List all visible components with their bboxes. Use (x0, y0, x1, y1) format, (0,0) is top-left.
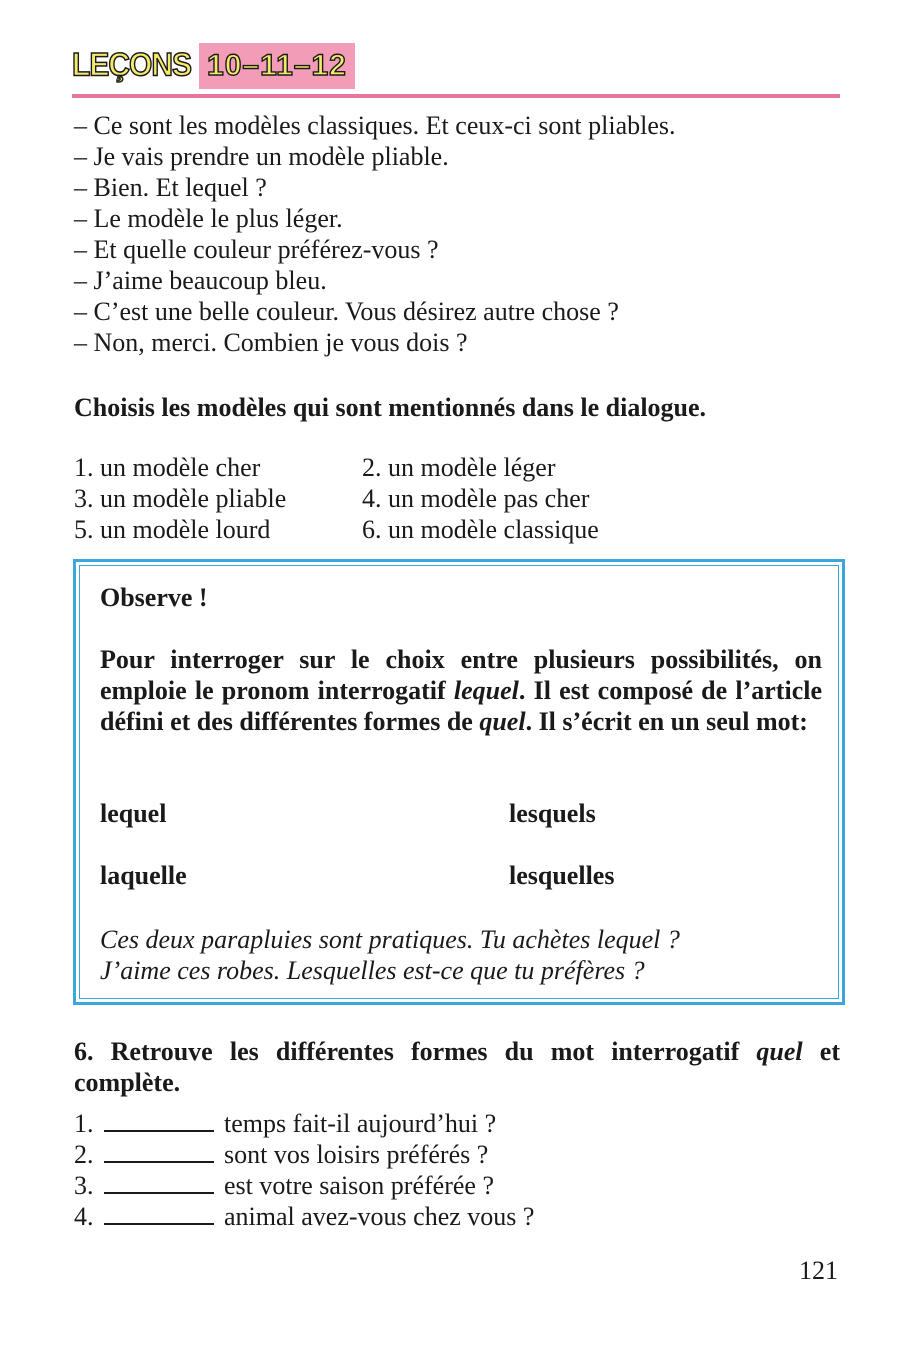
dialogue (74, 110, 676, 358)
page-number: 121 (799, 1256, 838, 1285)
item-text: sont vos loisirs préférés ? (224, 1140, 489, 1169)
lesson-header (72, 42, 355, 90)
choose-instruction: Choisis les modèles qui sont mentionnés dans le dialogue. (74, 393, 707, 422)
answer-blank[interactable] (104, 1108, 214, 1132)
item-number: 3. (74, 1171, 94, 1200)
grammar-rule: Pour interroger sur le choix entre plusieurs possibilités, on emploie le pronom interrogatif lequel. Il est composé de l’article défini et des différentes formes de quel. Il s’écrit en un seul mot: (100, 645, 822, 736)
exercise-6-emphasis: quel (756, 1037, 803, 1066)
option-item: 4. un modèle pas cher (362, 484, 590, 513)
examples (100, 924, 680, 986)
observe-box (73, 559, 845, 1005)
lesson-numbers: 10–11–12 (207, 49, 347, 82)
exercise-6-instruction: 6. Retrouve les différentes formes du mot interrogatif quel et complète. (74, 1037, 840, 1097)
option-item: 1. un modèle cher (74, 453, 261, 482)
fill-in-list (74, 1108, 534, 1232)
answer-blank[interactable] (104, 1201, 214, 1225)
dialogue-line: – C’est une belle couleur. Vous désirez autre chose ? (74, 297, 619, 326)
observe-title: Observe ! (100, 583, 208, 612)
answer-blank[interactable] (104, 1139, 214, 1163)
pronoun-laquelle: laquelle (100, 861, 187, 890)
dialogue-line: – Le modèle le plus léger. (74, 204, 343, 233)
dialogue-line: – Et quelle couleur préférez-vous ? (74, 235, 439, 264)
example-sentence: J’aime ces robes. Lesquelles est-ce que tu préfères ? (100, 956, 645, 985)
pronoun-lesquelles: lesquelles (509, 861, 615, 890)
item-text: animal avez-vous chez vous ? (224, 1202, 535, 1231)
option-item: 5. un modèle lourd (74, 515, 271, 544)
item-number: 2. (74, 1140, 94, 1169)
fill-item (74, 1108, 534, 1139)
item-text: est votre saison préférée ? (224, 1171, 494, 1200)
rule-emphasis-lequel: lequel (453, 676, 519, 705)
dialogue-line: – Ce sont les modèles classiques. Et ceux-ci sont pliables. (74, 111, 676, 140)
option-item: 2. un modèle léger (362, 453, 556, 482)
fill-item (74, 1170, 534, 1201)
item-number: 1. (74, 1109, 94, 1138)
lesson-numbers-badge (199, 43, 355, 89)
fill-item (74, 1201, 534, 1232)
dialogue-line: – Bien. Et lequel ? (74, 173, 267, 202)
dialogue-line: – Non, merci. Combien je vous dois ? (74, 328, 468, 357)
option-item: 3. un modèle pliable (74, 484, 287, 513)
option-item: 6. un modèle classique (362, 515, 599, 544)
fill-item (74, 1139, 534, 1170)
dialogue-line: – Je vais prendre un modèle pliable. (74, 142, 449, 171)
rule-emphasis-quel: quel (479, 707, 526, 736)
pronoun-lequel: lequel (100, 799, 167, 828)
item-text: temps fait-il aujourd’hui ? (224, 1109, 497, 1138)
lessons-label: LEÇONS (72, 47, 192, 84)
header-divider (72, 94, 840, 98)
choose-options (74, 452, 599, 545)
item-number: 4. (74, 1202, 94, 1231)
pronoun-lesquels: lesquels (509, 799, 596, 828)
answer-blank[interactable] (104, 1170, 214, 1194)
example-sentence: Ces deux parapluies sont pratiques. Tu achètes lequel ? (100, 925, 680, 954)
dialogue-line: – J’aime beaucoup bleu. (74, 266, 327, 295)
